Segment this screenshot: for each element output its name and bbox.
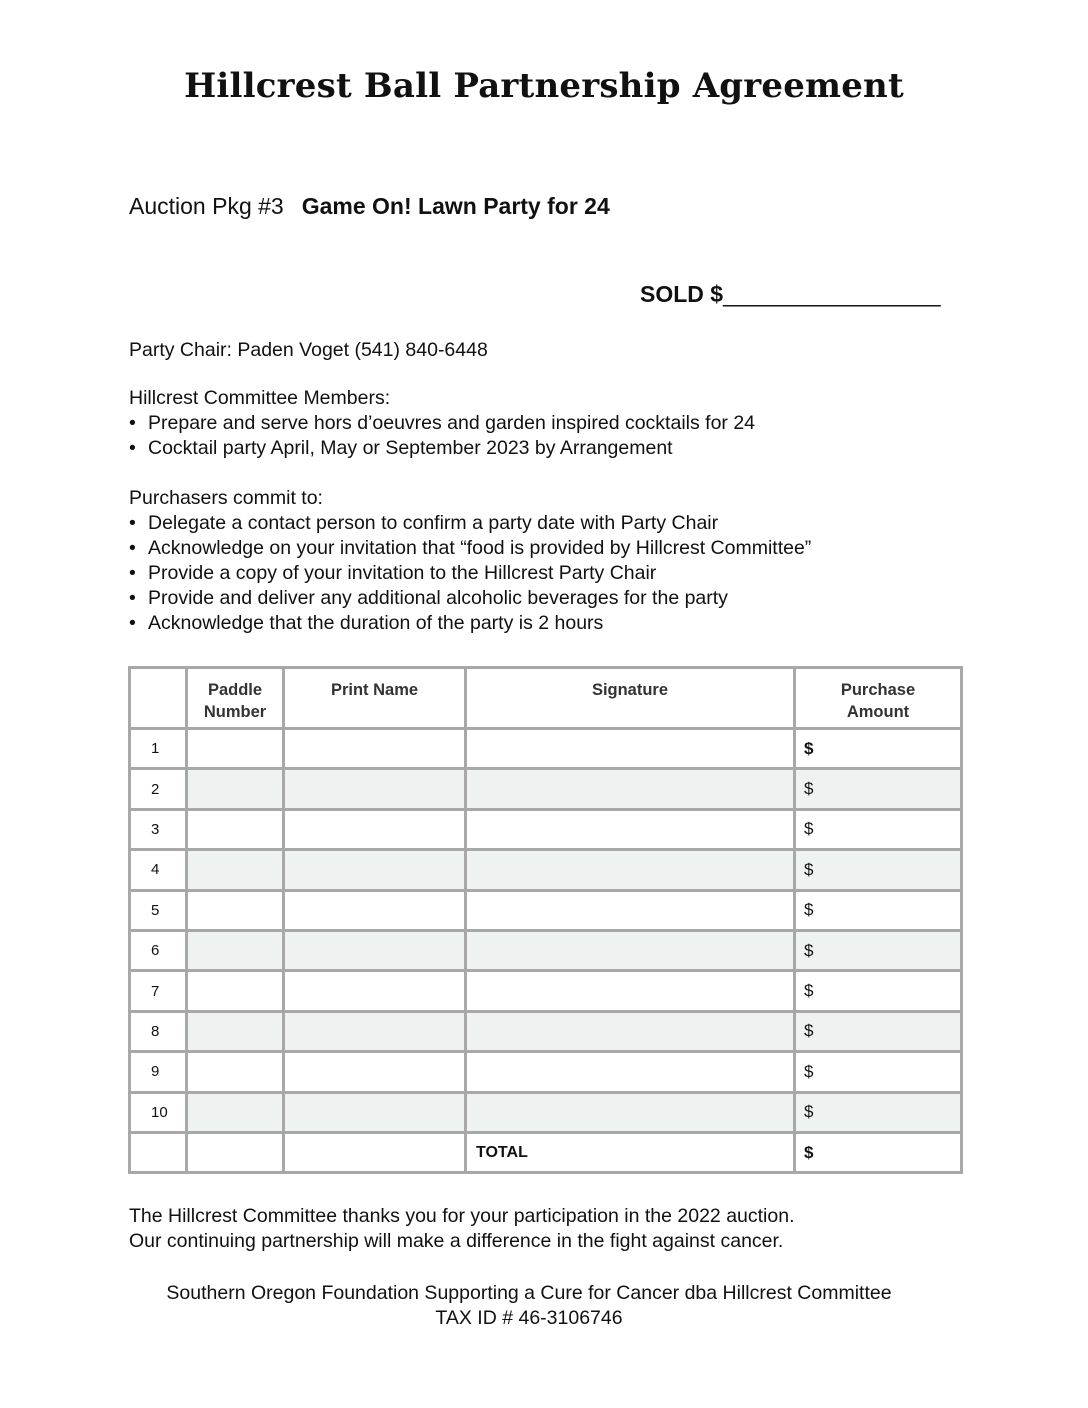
committee-item: • Cocktail party April, May or September 2023 by Arrangement bbox=[129, 436, 755, 461]
sold-blank: _________________ bbox=[723, 281, 941, 307]
print-name-field[interactable] bbox=[284, 1011, 466, 1051]
print-name-field[interactable] bbox=[284, 890, 466, 930]
purchase-amount-field[interactable]: $ bbox=[795, 1092, 962, 1132]
total-row bbox=[130, 1132, 962, 1172]
table-row bbox=[130, 930, 962, 970]
row-number: 7 bbox=[130, 971, 187, 1011]
paddle-number-field[interactable] bbox=[187, 1052, 284, 1092]
total-empty-cell bbox=[187, 1132, 284, 1172]
auction-package bbox=[129, 193, 610, 220]
purchase-amount-field[interactable]: $ bbox=[795, 809, 962, 849]
paddle-number-field[interactable] bbox=[187, 971, 284, 1011]
total-label: TOTAL bbox=[466, 1132, 795, 1172]
table-row bbox=[130, 809, 962, 849]
purchasers-section bbox=[129, 486, 811, 636]
header-purchase-amount bbox=[795, 668, 962, 729]
paddle-number-field[interactable] bbox=[187, 850, 284, 890]
purchase-amount-field[interactable]: $ bbox=[795, 1011, 962, 1051]
committee-list bbox=[129, 411, 755, 461]
package-name: Game On! Lawn Party for 24 bbox=[301, 193, 610, 219]
signature-field[interactable] bbox=[466, 1011, 795, 1051]
purchasers-list bbox=[129, 511, 811, 636]
signature-field[interactable] bbox=[466, 971, 795, 1011]
purchasers-item: • Acknowledge on your invitation that “food is provided by Hillcrest Committee” bbox=[129, 536, 811, 561]
paddle-number-field[interactable] bbox=[187, 769, 284, 809]
print-name-field[interactable] bbox=[284, 971, 466, 1011]
table-header-row bbox=[130, 668, 962, 729]
signature-field[interactable] bbox=[466, 729, 795, 769]
row-number: 9 bbox=[130, 1052, 187, 1092]
row-number: 4 bbox=[130, 850, 187, 890]
print-name-field[interactable] bbox=[284, 809, 466, 849]
row-number: 3 bbox=[130, 809, 187, 849]
purchasers-item: • Provide a copy of your invitation to the Hillcrest Party Chair bbox=[129, 561, 811, 586]
print-name-field[interactable] bbox=[284, 729, 466, 769]
purchase-amount-field[interactable]: $ bbox=[795, 971, 962, 1011]
signature-field[interactable] bbox=[466, 1092, 795, 1132]
print-name-field[interactable] bbox=[284, 1092, 466, 1132]
table-row bbox=[130, 1011, 962, 1051]
tax-id: TAX ID # 46-3106746 bbox=[435, 1307, 623, 1329]
foundation-name: Southern Oregon Foundation Supporting a Cure for Cancer dba Hillcrest Committee bbox=[166, 1282, 892, 1304]
row-number: 2 bbox=[130, 769, 187, 809]
table-row bbox=[130, 1092, 962, 1132]
header-print-name: Print Name bbox=[284, 668, 466, 729]
signup-table bbox=[128, 666, 963, 1174]
package-label: Auction Pkg #3 bbox=[129, 193, 284, 219]
purchase-amount-field[interactable]: $ bbox=[795, 729, 962, 769]
paddle-number-field[interactable] bbox=[187, 1092, 284, 1132]
purchasers-item: • Delegate a contact person to confirm a party date with Party Chair bbox=[129, 511, 811, 536]
table-row bbox=[130, 769, 962, 809]
print-name-field[interactable] bbox=[284, 850, 466, 890]
header-paddle-number bbox=[187, 668, 284, 729]
sold-line bbox=[640, 281, 941, 308]
print-name-field[interactable] bbox=[284, 1052, 466, 1092]
committee-item: • Prepare and serve hors d’oeuvres and garden inspired cocktails for 24 bbox=[129, 411, 755, 436]
row-number: 6 bbox=[130, 930, 187, 970]
signature-field[interactable] bbox=[466, 809, 795, 849]
table-row bbox=[130, 971, 962, 1011]
paddle-number-field[interactable] bbox=[187, 809, 284, 849]
purchase-amount-field[interactable]: $ bbox=[795, 850, 962, 890]
signature-field[interactable] bbox=[466, 930, 795, 970]
header-signature: Signature bbox=[466, 668, 795, 729]
header-row-number bbox=[130, 668, 187, 729]
purchasers-item: • Provide and deliver any additional alcoholic beverages for the party bbox=[129, 586, 811, 611]
party-chair: Party Chair: Paden Voget (541) 840-6448 bbox=[129, 339, 488, 361]
purchasers-item: • Acknowledge that the duration of the party is 2 hours bbox=[129, 611, 811, 636]
row-number: 10 bbox=[130, 1092, 187, 1132]
paddle-number-field[interactable] bbox=[187, 729, 284, 769]
print-name-field[interactable] bbox=[284, 769, 466, 809]
thanks-line: The Hillcrest Committee thanks you for your participation in the 2022 auction. bbox=[129, 1205, 795, 1227]
table-row bbox=[130, 729, 962, 769]
paddle-number-field[interactable] bbox=[187, 890, 284, 930]
total-amount-field[interactable]: $ bbox=[795, 1132, 962, 1172]
purchase-amount-field[interactable]: $ bbox=[795, 1052, 962, 1092]
row-number: 1 bbox=[130, 729, 187, 769]
table-row bbox=[130, 850, 962, 890]
purchase-amount-field[interactable]: $ bbox=[795, 930, 962, 970]
thank-you-note bbox=[129, 1204, 795, 1254]
paddle-number-field[interactable] bbox=[187, 1011, 284, 1051]
total-empty-cell bbox=[130, 1132, 187, 1172]
purchase-amount-field[interactable]: $ bbox=[795, 890, 962, 930]
table-row bbox=[130, 890, 962, 930]
sold-label: SOLD $ bbox=[640, 281, 724, 307]
signature-field[interactable] bbox=[466, 890, 795, 930]
row-number: 5 bbox=[130, 890, 187, 930]
purchase-amount-field[interactable]: $ bbox=[795, 769, 962, 809]
header-purchase-amount-label: Purchase Amount bbox=[840, 681, 916, 721]
paddle-number-field[interactable] bbox=[187, 930, 284, 970]
print-name-field[interactable] bbox=[284, 930, 466, 970]
table-row bbox=[130, 1052, 962, 1092]
header-paddle-number-label: Paddle Number bbox=[203, 681, 267, 721]
purchasers-heading: Purchasers commit to: bbox=[129, 487, 323, 509]
signature-field[interactable] bbox=[466, 1052, 795, 1092]
document-title: Hillcrest Ball Partnership Agreement bbox=[184, 66, 904, 106]
committee-section bbox=[129, 386, 755, 461]
total-empty-cell bbox=[284, 1132, 466, 1172]
row-number: 8 bbox=[130, 1011, 187, 1051]
committee-heading: Hillcrest Committee Members: bbox=[129, 387, 391, 409]
signature-field[interactable] bbox=[466, 850, 795, 890]
thanks-line: Our continuing partnership will make a difference in the fight against cancer. bbox=[129, 1230, 784, 1252]
signature-field[interactable] bbox=[466, 769, 795, 809]
